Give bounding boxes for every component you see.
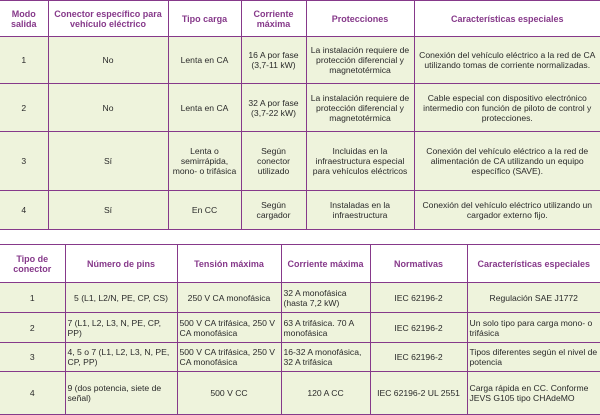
cell-pins: 9 (dos potencia, siete de señal) [65,372,177,415]
cell-tension: 500 V CA trifásica, 250 V CA monofásica [177,343,281,372]
cell-tension: 500 V CC [177,372,281,415]
header-normativas: Normativas [370,245,467,283]
cell-protecciones: Instaladas en la infraestructura [306,191,414,230]
cell-protecciones: Incluidas en la infraestructura especial para vehículos eléctricos [306,132,414,191]
cell-pins: 7 (L1, L2, L3, N, PE, CP, PP) [65,313,177,343]
cell-conector: Sí [48,132,168,191]
cell-corriente: 16 A por fase (3,7-11 kW) [241,37,306,84]
cell-caracteristicas: Cable especial con dispositivo electrónico intermedio con función de piloto de control y protecciones. [414,84,600,132]
cell-protecciones: La instalación requiere de protección diferencial y magnetotérmica [306,37,414,84]
cell-caracteristicas: Conexión del vehículo eléctrico utilizando un cargador externo fijo. [414,191,600,230]
table-row [0,283,600,313]
cell-normativas: IEC 62196-2 UL 2551 [370,372,467,415]
cell-tipo-carga: Lenta en CA [168,37,241,84]
table-row [0,132,600,191]
cell-tipo-carga: Lenta en CA [168,84,241,132]
cell-corriente: 32 A por fase (3,7-22 kW) [241,84,306,132]
cell-pins: 4, 5 o 7 (L1, L2, L3, N, PE, CP, PP) [65,343,177,372]
cell-caracteristicas: Carga rápida en CC. Conforme JEVS G105 tipo CHAdeMO [467,372,600,415]
header-tipo-carga: Tipo carga [168,1,241,37]
table-row [0,372,600,415]
cell-caracteristicas: Conexión del vehículo eléctrico a la red de alimentación de CA utilizando un equipo específico (SAVE). [414,132,600,191]
cell-modo: 2 [0,84,48,132]
header-corriente-maxima: Corriente máxima [281,245,370,283]
table-row [0,191,600,230]
header-protecciones: Protecciones [306,1,414,37]
cell-tipo-carga: En CC [168,191,241,230]
cell-corriente: 16-32 A monofásica, 32 A trifásica [281,343,370,372]
cell-tension: 250 V CA monofásica [177,283,281,313]
cell-caracteristicas: Un solo tipo para carga mono- o trifásica [467,313,600,343]
cell-normativas: IEC 62196-2 [370,313,467,343]
cell-normativas: IEC 62196-2 [370,283,467,313]
cell-caracteristicas: Regulación SAE J1772 [467,283,600,313]
header-corriente-maxima: Corriente máxima [241,1,306,37]
cell-conector: Sí [48,191,168,230]
cell-conector: No [48,84,168,132]
cell-tipo: 3 [0,343,65,372]
cell-modo: 3 [0,132,48,191]
cell-corriente: 32 A monofásica (hasta 7,2 kW) [281,283,370,313]
cell-tipo: 1 [0,283,65,313]
header-tension-maxima: Tensión máxima [177,245,281,283]
header-caracteristicas: Características especiales [414,1,600,37]
cell-corriente: Según cargador [241,191,306,230]
connector-types-table [0,244,600,415]
cell-protecciones: La instalación requiere de protección diferencial y magnetotérmica [306,84,414,132]
table-header-row [0,1,600,37]
table-row [0,37,600,84]
cell-tipo: 2 [0,313,65,343]
cell-normativas: IEC 62196-2 [370,343,467,372]
cell-corriente: 63 A trifásica. 70 A monofásica [281,313,370,343]
header-conector-especifico: Conector específico para vehículo eléctrico [48,1,168,37]
table-row [0,84,600,132]
cell-conector: No [48,37,168,84]
cell-corriente: Según conector utilizado [241,132,306,191]
cell-tipo-carga: Lenta o semirrápida, mono- o trifásica [168,132,241,191]
cell-tipo: 4 [0,372,65,415]
table-header-row [0,245,600,283]
header-tipo-conector: Tipo de conector [0,245,65,283]
header-caracteristicas: Características especiales [467,245,600,283]
table-row [0,343,600,372]
header-numero-pins: Número de pins [65,245,177,283]
cell-corriente: 120 A CC [281,372,370,415]
table-row [0,313,600,343]
cell-caracteristicas: Conexión del vehículo eléctrico a la red de CA utilizando tomas de corriente normalizadas. [414,37,600,84]
cell-modo: 1 [0,37,48,84]
header-modo-salida: Modo salida [0,1,48,37]
cell-caracteristicas: Tipos diferentes según el nivel de potencia [467,343,600,372]
cell-modo: 4 [0,191,48,230]
cell-tension: 500 V CA trifásica, 250 V CA monofásica [177,313,281,343]
cell-pins: 5 (L1, L2/N, PE, CP, CS) [65,283,177,313]
